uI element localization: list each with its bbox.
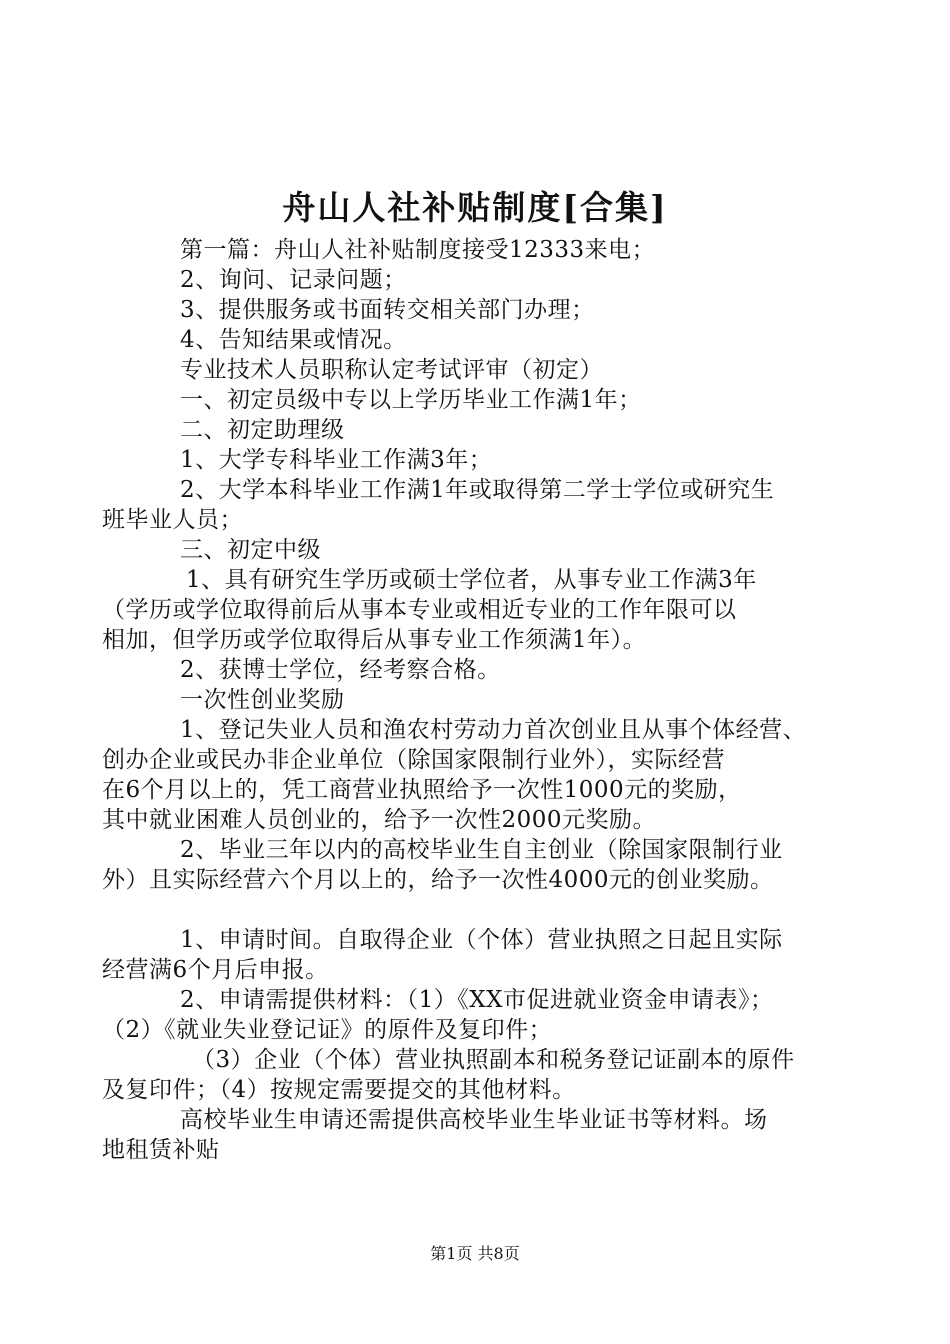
- body-line: 地租赁补贴: [102, 1137, 220, 1163]
- document-title: 舟山人社补贴制度[合集]: [282, 188, 668, 227]
- body-line: 4、告知结果或情况。: [180, 327, 407, 353]
- body-line: （3）企业（个体）营业执照副本和税务登记证副本的原件: [192, 1047, 795, 1073]
- body-line: 二、初定助理级: [180, 417, 345, 443]
- body-line: 三、初定中级: [180, 537, 321, 563]
- body-line: （学历或学位取得前后从事本专业或相近专业的工作年限可以: [102, 597, 737, 623]
- body-line: 外）且实际经营六个月以上的，给予一次性4000元的创业奖励。: [102, 867, 774, 893]
- body-line: （2）《就业失业登记证》的原件及复印件；: [102, 1017, 553, 1043]
- body-line: 2、毕业三年以内的高校毕业生自主创业（除国家限制行业: [180, 837, 783, 863]
- body-line: 其中就业困难人员创业的，给予一次性2000元奖励。: [102, 807, 657, 833]
- paragraph-gap: [102, 895, 842, 925]
- body-line: 高校毕业生申请还需提供高校毕业生毕业证书等材料。场: [180, 1107, 768, 1133]
- body-line: 一、初定员级中专以上学历毕业工作满1年；: [180, 387, 642, 413]
- body-line: 第一篇：舟山人社补贴制度接受12333来电；: [180, 237, 656, 263]
- body-line: 创办企业或民办非企业单位（除国家限制行业外），实际经营: [102, 747, 725, 773]
- body-line: 在6个月以上的，凭工商营业执照给予一次性1000元的奖励，: [102, 777, 742, 803]
- body-line: 一次性创业奖励: [180, 687, 345, 713]
- body-line: 2、获博士学位，经考察合格。: [180, 657, 501, 683]
- body-line: 专业技术人员职称认定考试评审（初定）: [180, 357, 603, 383]
- body-line: 及复印件；（4）按规定需要提交的其他材料。: [102, 1077, 576, 1103]
- body-line: 班毕业人员；: [102, 507, 243, 533]
- body-line: 2、申请需提供材料：（1）《XX市促进就业资金申请表》；: [180, 987, 774, 1013]
- document-body: [102, 235, 842, 1165]
- body-line: 1、大学专科毕业工作满3年；: [180, 447, 493, 473]
- body-line: 经营满6个月后申报。: [102, 957, 329, 983]
- body-line: 1、登记失业人员和渔农村劳动力首次创业且从事个体经营、: [180, 717, 807, 743]
- body-line: 1、具有研究生学历或硕士学位者，从事专业工作满3年: [186, 567, 757, 593]
- body-line: 1、申请时间。自取得企业（个体）营业执照之日起且实际: [180, 927, 783, 953]
- body-line: 2、询问、记录问题；: [180, 267, 407, 293]
- page-number-footer: 第1页 共8页: [430, 1244, 520, 1263]
- body-line: 相加，但学历或学位取得后从事专业工作须满1年）。: [102, 627, 647, 653]
- body-line: 2、大学本科毕业工作满1年或取得第二学士学位或研究生: [180, 477, 775, 503]
- body-line: 3、提供服务或书面转交相关部门办理；: [180, 297, 595, 323]
